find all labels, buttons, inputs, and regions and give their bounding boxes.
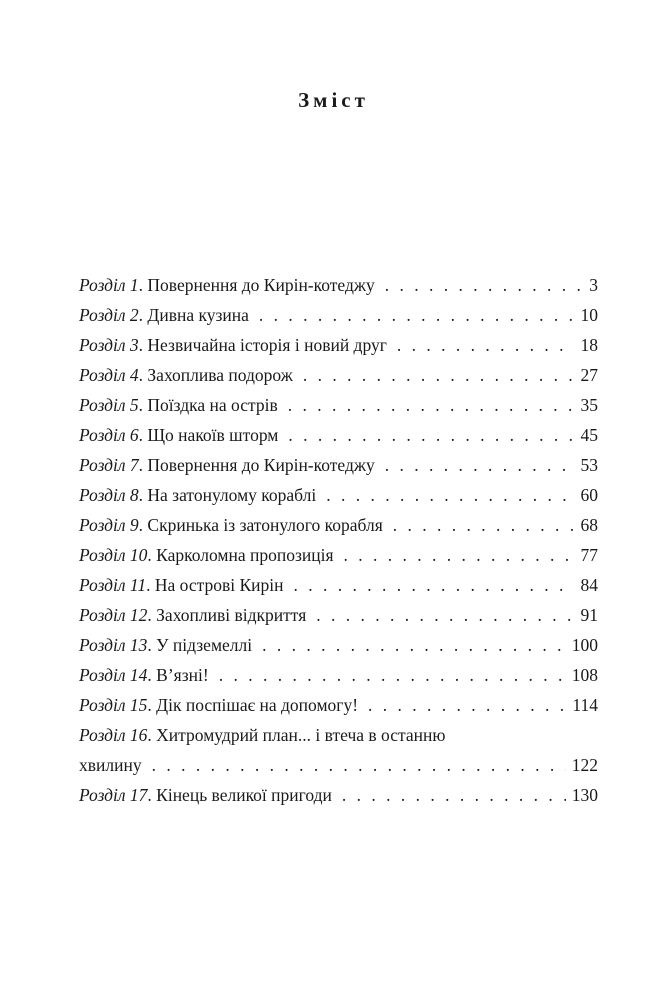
chapter-number: Розділ 12 [79,605,148,625]
toc-entry [79,420,598,450]
chapter-title: Дік поспішає на допомогу! [156,695,359,715]
toc-entry [79,480,598,510]
chapter-title: Що накоїв шторм [147,425,279,445]
table-of-contents [79,270,598,810]
chapter-title: Поїздка на острів [147,395,278,415]
dot-leader [397,330,575,360]
page-number: 68 [580,515,598,535]
page-number: 84 [580,575,598,595]
chapter-number: Розділ 6 [79,425,139,445]
toc-entry-label: Розділ 11. На острові Кирін [79,575,284,595]
toc-entry [79,330,598,360]
toc-entry [79,450,598,480]
chapter-title: Незвичайна історія і новий друг [147,335,387,355]
page-title: Зміст [298,88,369,112]
chapter-number: Розділ 7 [79,455,139,475]
toc-entry-label: Розділ 2. Дивна кузина [79,305,249,325]
chapter-title: Карколомна пропозиція [156,545,334,565]
chapter-number: Розділ 4 [79,365,139,385]
dot-leader [262,630,566,660]
toc-entry-label: Розділ 3. Незвичайна історія і новий друг [79,335,387,355]
chapter-number: Розділ 13 [79,635,148,655]
toc-entry [79,660,598,690]
page-number: 53 [580,455,598,475]
dot-leader [385,270,584,300]
toc-entry [79,300,598,330]
dot-leader [219,660,566,690]
toc-entry-label: Розділ 10. Карколомна пропозиція [79,545,334,565]
toc-entry-label: Розділ 15. Дік поспішає на допомогу! [79,695,359,715]
toc-entry [79,690,598,720]
toc-entry-label: Розділ 8. На затонулому кораблі [79,485,317,505]
page-number: 114 [572,695,598,715]
toc-entry-label: Розділ 5. Поїздка на острів [79,395,278,415]
chapter-title: Скринька із затонулого корабля [147,515,383,535]
toc-entry-label: Розділ 7. Повернення до Кирін-котеджу [79,455,375,475]
dot-leader [344,540,575,570]
chapter-title: На острові Кирін [154,575,284,595]
dot-leader [368,690,566,720]
page-number: 35 [580,395,598,415]
chapter-number: Розділ 11 [79,575,147,595]
toc-entry [79,720,598,780]
chapter-number: Розділ 8 [79,485,139,505]
chapter-number: Розділ 9 [79,515,139,535]
toc-entry-label: Розділ 9. Скринька із затонулого корабля [79,515,383,535]
page-number: 122 [571,755,598,775]
chapter-title: Хитромудрий план... і втеча в останню [156,725,446,745]
toc-entry-first-line: Розділ 16. Хитромудрий план... і втеча в останню [79,725,446,745]
page-number: 77 [580,545,598,565]
chapter-number: Розділ 15 [79,695,148,715]
dot-leader [152,750,566,780]
chapter-title-continued: хвилину [79,755,142,775]
chapter-title: Захоплива подорож [147,365,293,385]
page-number: 18 [580,335,598,355]
page-number: 3 [589,275,598,295]
toc-entry-label: Розділ 6. Що накоїв шторм [79,425,279,445]
chapter-number: Розділ 5 [79,395,139,415]
chapter-title: В’язні! [156,665,209,685]
page-number: 100 [571,635,598,655]
toc-entry [79,390,598,420]
toc-entry [79,570,598,600]
dot-leader [259,300,575,330]
toc-entry-label: Розділ 17. Кінець великої пригоди [79,785,332,805]
chapter-number: Розділ 1 [79,275,139,295]
page-number: 60 [580,485,598,505]
chapter-title: Повернення до Кирін-котеджу [147,455,375,475]
chapter-number: Розділ 2 [79,305,139,325]
chapter-title: Повернення до Кирін-котеджу [147,275,375,295]
chapter-title: У підземеллі [156,635,253,655]
toc-entry [79,630,598,660]
toc-entry [79,780,598,810]
chapter-title: Захопливі відкриття [156,605,307,625]
chapter-number: Розділ 17 [79,785,148,805]
dot-leader [326,480,574,510]
dot-leader [303,360,575,390]
toc-entry-second-line [79,750,598,780]
toc-entry-label: Розділ 13. У підземеллі [79,635,253,655]
toc-entry [79,360,598,390]
chapter-number: Розділ 14 [79,665,148,685]
page-number: 91 [580,605,598,625]
toc-entry [79,600,598,630]
chapter-title: На затонулому кораблі [147,485,317,505]
toc-entry [79,540,598,570]
dot-leader [288,390,575,420]
toc-entry-label: Розділ 12. Захопливі відкриття [79,605,307,625]
page-number: 108 [571,665,598,685]
page-number: 130 [571,785,598,805]
toc-entry [79,510,598,540]
chapter-title: Кінець великої пригоди [156,785,332,805]
page-number: 27 [580,365,598,385]
toc-entry-label: Розділ 14. В’язні! [79,665,209,685]
dot-leader [342,780,566,810]
page-number: 10 [580,305,598,325]
dot-leader [393,510,575,540]
dot-leader [316,600,574,630]
dot-leader [288,420,574,450]
toc-entry-label: Розділ 1. Повернення до Кирін-котеджу [79,275,375,295]
toc-entry-label: Розділ 4. Захоплива подорож [79,365,293,385]
chapter-number: Розділ 16 [79,725,148,745]
page-number: 45 [580,425,598,445]
chapter-title: Дивна кузина [147,305,249,325]
chapter-number: Розділ 10 [79,545,148,565]
toc-entry [79,270,598,300]
chapter-number: Розділ 3 [79,335,139,355]
dot-leader [385,450,575,480]
dot-leader [293,570,574,600]
